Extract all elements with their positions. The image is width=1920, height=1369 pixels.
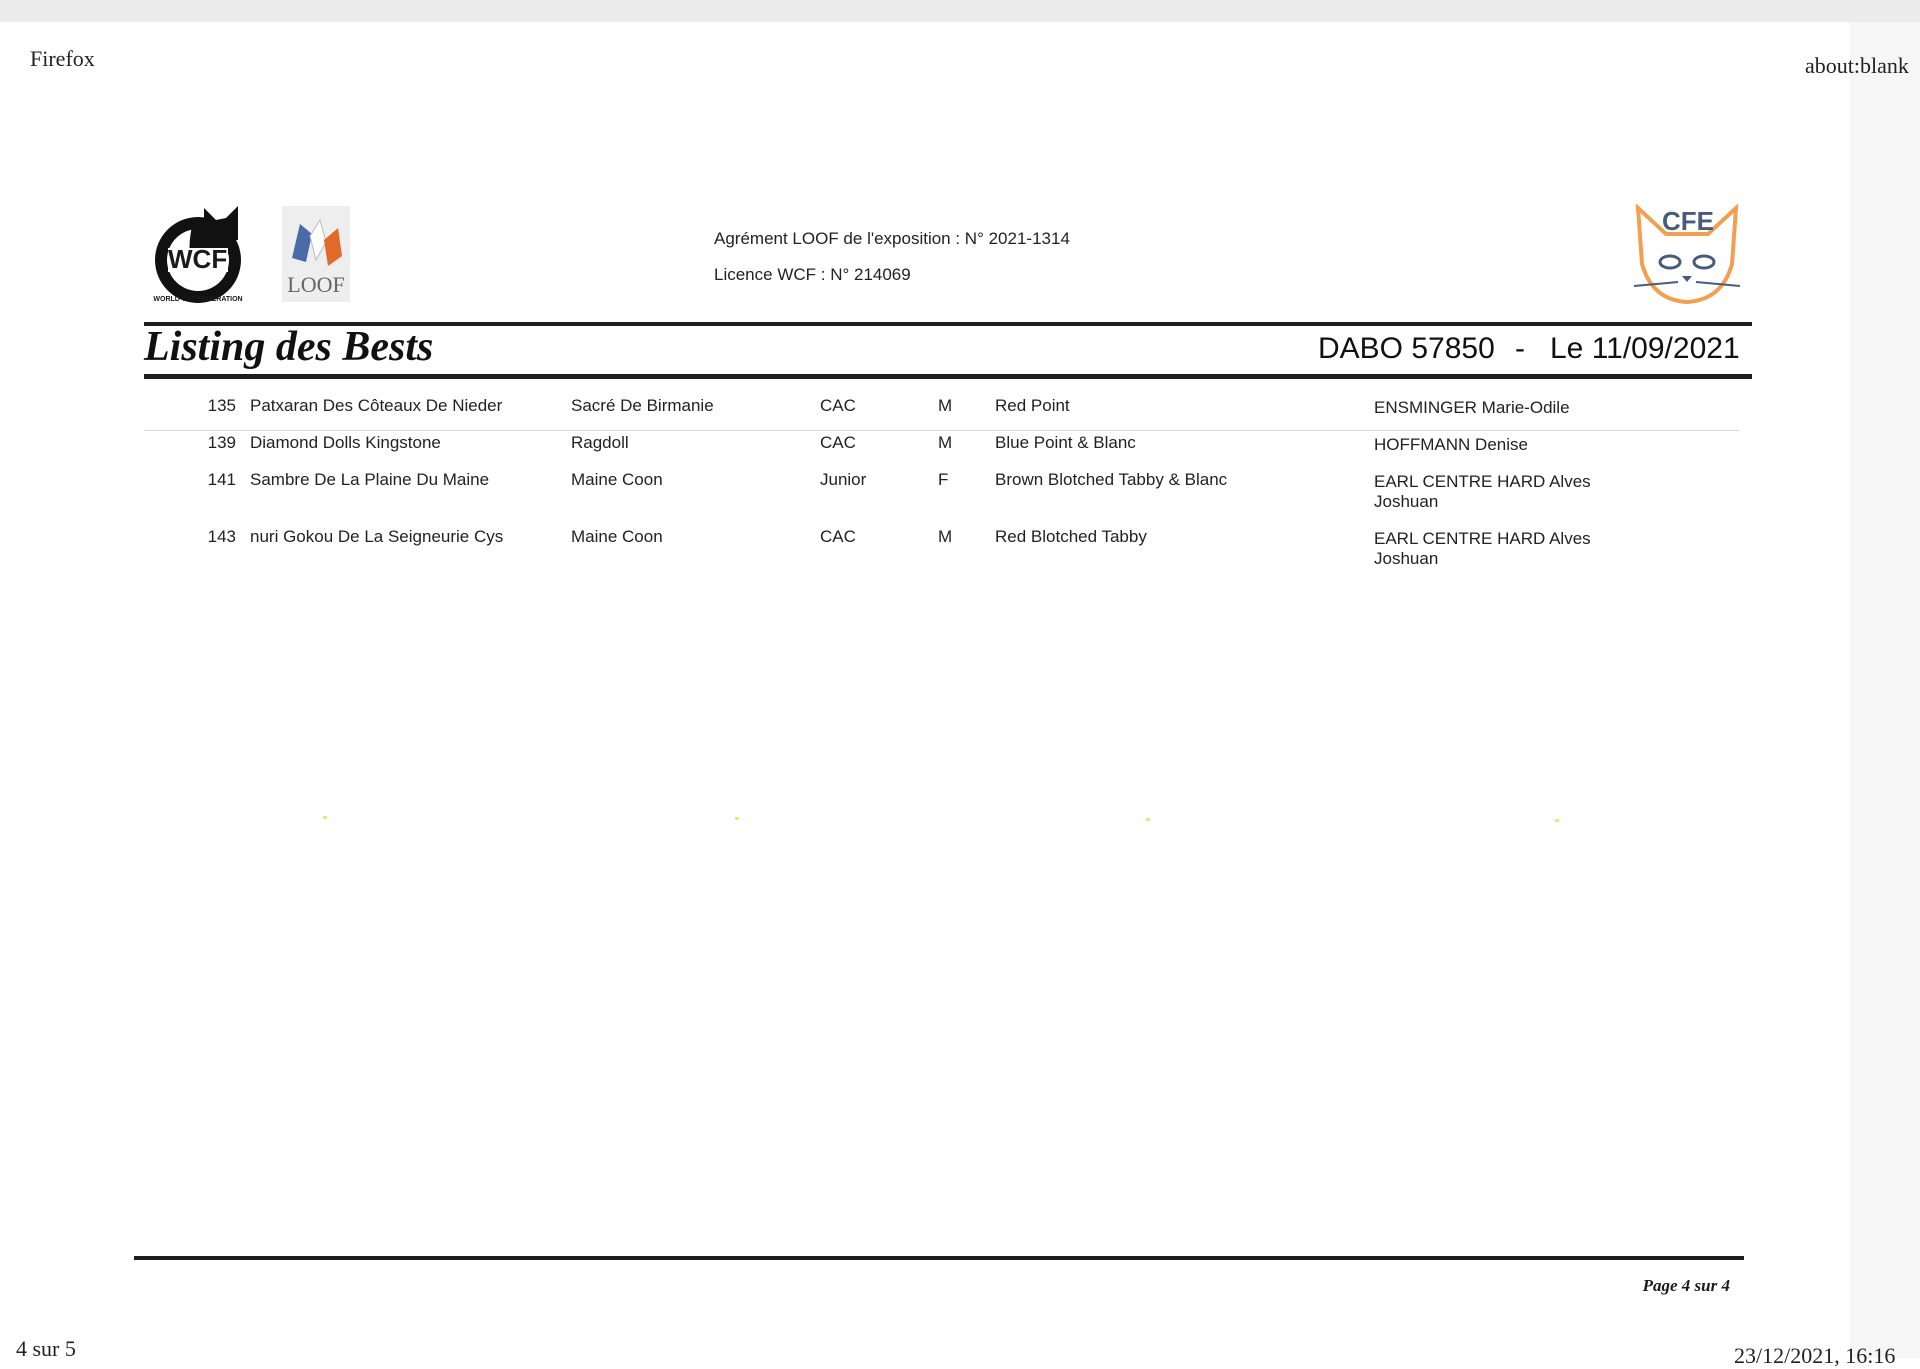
wcf-logo bbox=[146, 200, 250, 308]
entry-name: Diamond Dolls Kingstone bbox=[250, 433, 441, 452]
entry-class: CAC bbox=[820, 396, 856, 415]
footer-rule bbox=[134, 1256, 1744, 1260]
wcf-logo-text: WCF bbox=[168, 244, 228, 274]
print-page-counter: 4 sur 5 bbox=[16, 1336, 76, 1361]
agrement-text: Agrément LOOF de l'exposition : N° 2021-1314 bbox=[714, 229, 1070, 248]
wcf-logo-ring-text: WORLD CAT FEDERATION bbox=[153, 296, 243, 303]
loof-logo bbox=[282, 206, 350, 302]
entry-class: CAC bbox=[820, 433, 856, 452]
entry-owner: EARL CENTRE HARD Alves Joshuan bbox=[1374, 529, 1591, 568]
print-datetime: 23/12/2021, 16:16 bbox=[1734, 1343, 1896, 1368]
browser-app-name: Firefox bbox=[30, 46, 95, 71]
entry-name: Patxaran Des Côteaux De Nieder bbox=[250, 396, 503, 415]
entry-color: Blue Point & Blanc bbox=[995, 433, 1136, 452]
entry-sex: M bbox=[938, 396, 953, 415]
header-rule-bottom bbox=[144, 374, 1752, 379]
scan-right-margin bbox=[1850, 22, 1920, 1358]
entry-sex: M bbox=[938, 433, 953, 452]
scan-speck bbox=[735, 817, 739, 820]
entry-name: Sambre De La Plaine Du Maine bbox=[250, 470, 490, 489]
loof-logo-text: LOOF bbox=[287, 272, 345, 297]
footer-page-number: Page 4 sur 4 bbox=[1642, 1276, 1730, 1295]
entry-breed: Maine Coon bbox=[571, 470, 663, 489]
cfe-logo-text: CFE bbox=[1662, 206, 1714, 236]
entry-owner: EARL CENTRE HARD Alves Joshuan bbox=[1374, 472, 1591, 511]
entry-owner: ENSMINGER Marie-Odile bbox=[1374, 398, 1570, 417]
entry-breed: Sacré De Birmanie bbox=[571, 396, 714, 415]
scan-speck bbox=[323, 816, 327, 819]
page-title: Listing des Bests bbox=[144, 324, 434, 370]
entry-class: CAC bbox=[820, 527, 856, 546]
scan-speck bbox=[1146, 818, 1150, 821]
cfe-logo bbox=[1632, 204, 1742, 310]
show-place: DABO 57850 bbox=[1318, 332, 1495, 365]
entry-color: Red Blotched Tabby bbox=[995, 527, 1147, 546]
entry-breed: Ragdoll bbox=[571, 433, 629, 452]
print-top-band bbox=[0, 0, 1920, 22]
entry-color: Red Point bbox=[995, 396, 1070, 415]
entry-class: Junior bbox=[820, 470, 867, 489]
scan-speck bbox=[1555, 819, 1559, 822]
show-date: Le 11/09/2021 bbox=[1550, 332, 1740, 365]
entry-color: Brown Blotched Tabby & Blanc bbox=[995, 470, 1228, 489]
entry-number: 143 bbox=[207, 527, 236, 546]
entry-owner: HOFFMANN Denise bbox=[1374, 435, 1528, 454]
entry-name: nuri Gokou De La Seigneurie Cys bbox=[250, 527, 504, 546]
entry-sex: F bbox=[938, 470, 949, 489]
licence-text: Licence WCF : N° 214069 bbox=[714, 265, 911, 284]
browser-url: about:blank bbox=[1805, 53, 1909, 78]
place-date-separator: - bbox=[1515, 332, 1525, 365]
entry-breed: Maine Coon bbox=[571, 527, 663, 546]
entry-sex: M bbox=[938, 527, 953, 546]
row-divider bbox=[144, 430, 1739, 431]
entry-number: 139 bbox=[207, 433, 236, 452]
entry-number: 135 bbox=[207, 396, 236, 415]
entry-number: 141 bbox=[207, 470, 236, 489]
